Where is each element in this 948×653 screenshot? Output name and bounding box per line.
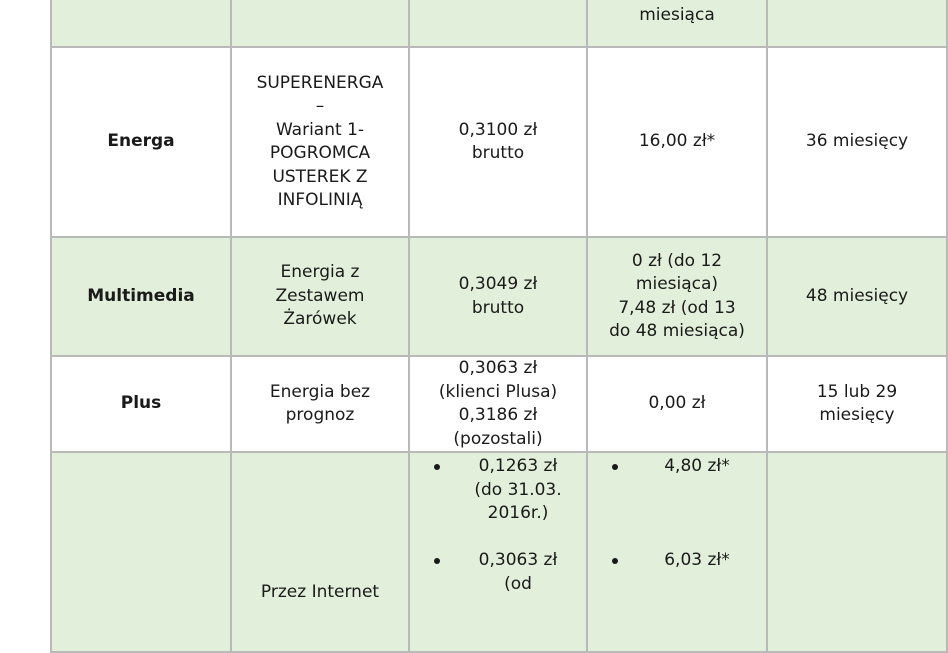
fee-cell: 0,00 zł <box>587 356 767 452</box>
table-row <box>51 0 947 47</box>
bullet-dot-icon <box>612 464 618 470</box>
price-cell: 0,3049 zł brutto <box>409 237 587 356</box>
period-cell: 36 miesięcy <box>767 47 947 237</box>
table-row <box>51 237 947 356</box>
price-cell <box>409 0 587 47</box>
offers-table <box>50 0 948 653</box>
list-item <box>612 455 758 479</box>
price-item-text: 0,3063 zł (od <box>478 550 558 594</box>
fee-item-text: 4,80 zł* <box>664 456 730 476</box>
table-row <box>51 452 947 652</box>
period-cell <box>767 0 947 47</box>
bullet-dot-icon <box>434 464 440 470</box>
offer-cell <box>231 0 409 47</box>
company-cell: Energa <box>51 47 231 237</box>
offer-cell: Przez Internet <box>231 452 409 652</box>
company-cell <box>51 0 231 47</box>
price-bullet-list <box>434 455 578 596</box>
fee-cell: 16,00 zł* <box>587 47 767 237</box>
fee-bullet-list <box>612 455 758 572</box>
list-item <box>434 455 578 526</box>
price-cell <box>409 452 587 652</box>
fee-cell: 0 zł (do 12 miesiąca) 7,48 zł (od 13 do 48 miesiąca) <box>587 237 767 356</box>
company-cell: Multimedia <box>51 237 231 356</box>
period-cell: 15 lub 29 miesięcy <box>767 356 947 452</box>
period-cell: 48 miesięcy <box>767 237 947 356</box>
list-item <box>612 549 758 573</box>
offer-cell: Energia bez prognoz <box>231 356 409 452</box>
table-row <box>51 47 947 237</box>
bullet-dot-icon <box>434 558 440 564</box>
fee-item-text: 6,03 zł* <box>664 549 730 570</box>
offer-cell: Energia z Zestawem Żarówek <box>231 237 409 356</box>
fee-cell: miesiąca <box>587 0 767 47</box>
company-cell: Plus <box>51 356 231 452</box>
price-cell: 0,3100 zł brutto <box>409 47 587 237</box>
table-row <box>51 356 947 452</box>
price-cell: 0,3063 zł (klienci Plusa) 0,3186 zł (pozostali) <box>409 356 587 452</box>
fee-cell <box>587 452 767 652</box>
price-item-text: 0,1263 zł (do 31.03. 2016r.) <box>474 456 562 523</box>
offer-cell: SUPERENERGA – Wariant 1- POGROMCA USTEREK Z INFOLINIĄ <box>231 47 409 237</box>
list-item <box>434 549 578 596</box>
company-cell <box>51 452 231 652</box>
period-cell <box>767 452 947 652</box>
bullet-dot-icon <box>612 558 618 564</box>
